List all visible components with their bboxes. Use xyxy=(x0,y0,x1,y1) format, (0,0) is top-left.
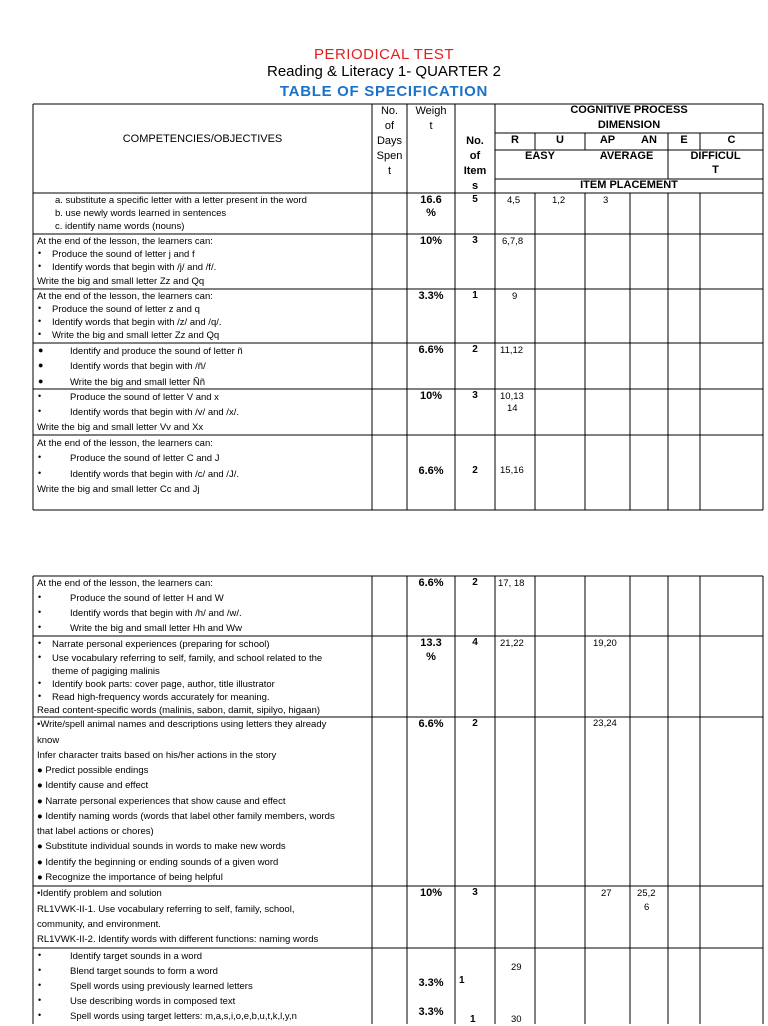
items-value: 3 xyxy=(472,887,478,898)
competency-line: Identify words that begin with /ñ/ xyxy=(70,361,206,372)
bullet-icon: • xyxy=(38,678,42,688)
competency-line: Write the big and small letter Hh and Ww xyxy=(70,623,242,634)
competency-line: RL1VWK-II-2. Identify words with different functions: naming words xyxy=(37,934,319,945)
average-header: AVERAGE xyxy=(599,150,654,162)
subject-title: Reading & Literacy 1- QUARTER 2 xyxy=(267,63,501,80)
competency-line: ● Predict possible endings xyxy=(37,765,149,776)
an-placement: 6 xyxy=(644,902,650,913)
bullet-icon: • xyxy=(38,592,42,602)
r-placement: 4,5 xyxy=(507,195,521,206)
bullet-icon: • xyxy=(38,950,42,960)
bullet-icon: • xyxy=(38,622,42,632)
bullet-icon: ● xyxy=(38,360,44,370)
items-value: 2 xyxy=(472,577,478,588)
competency-line: c. identify name words (nouns) xyxy=(55,221,185,232)
items-value: 2 xyxy=(472,465,478,476)
bullet-icon: ● xyxy=(38,345,44,355)
bullet-icon: • xyxy=(38,965,42,975)
e-header: E xyxy=(680,134,688,146)
bullet-icon: • xyxy=(38,452,42,462)
items-header-1: No. xyxy=(466,135,484,147)
items-header-4: s xyxy=(471,180,479,192)
competency-line: Write the big and small letter Zz and Qq xyxy=(37,276,205,287)
weight-value: 16.6 xyxy=(420,194,442,206)
bullet-icon: • xyxy=(38,995,42,1005)
r-placement: 29 xyxy=(511,962,522,973)
weight-value: 10% xyxy=(419,390,443,402)
competency-line: ● Identify naming words (words that label other family members, words xyxy=(37,811,335,822)
days-header-1: No. xyxy=(380,105,399,117)
bullet-icon: • xyxy=(38,329,42,339)
competency-line: Read high-frequency words accurately for meaning. xyxy=(52,692,270,703)
competency-line: that label actions or chores) xyxy=(37,826,154,837)
r-placement: 9 xyxy=(512,291,518,302)
items-value: 4 xyxy=(472,637,478,648)
competency-line: ● Substitute individual sounds in words to make new words xyxy=(37,841,286,852)
items-value: 3 xyxy=(472,390,478,401)
items-value: 1 xyxy=(472,290,478,301)
weight-value: 6.6% xyxy=(418,718,444,730)
cognitive-header-2: DIMENSION xyxy=(597,119,661,131)
competency-line: Write the big and small letter Vv and Xx xyxy=(37,422,204,433)
bullet-icon: • xyxy=(38,303,42,313)
bullet-icon: • xyxy=(38,1010,42,1020)
an-placement: 25,2 xyxy=(637,888,656,899)
r-placement: 30 xyxy=(511,1014,522,1025)
r-placement: 10,13 xyxy=(500,391,524,402)
r-placement: 21,22 xyxy=(500,638,524,649)
bullet-icon: • xyxy=(38,316,42,326)
weight-value: % xyxy=(426,651,436,663)
competency-line: •Identify problem and solution xyxy=(37,888,162,899)
weight-value: 3.3% xyxy=(418,977,444,989)
competency-line: At the end of the lesson, the learners can: xyxy=(37,438,213,449)
weight-value: 13.3 xyxy=(420,637,442,649)
weight-value: 6.6% xyxy=(418,577,444,589)
competency-line: Infer character traits based on his/her actions in the story xyxy=(37,750,277,761)
competency-line: Identify words that begin with /j/ and /f/. xyxy=(52,262,217,273)
r-placement: 14 xyxy=(507,403,518,414)
competency-line: a. substitute a specific letter with a letter present in the word xyxy=(55,195,307,206)
days-header-3: Days xyxy=(376,135,403,147)
r-placement: 17, 18 xyxy=(498,578,525,589)
bullet-icon: ● xyxy=(38,376,44,386)
items-value: 3 xyxy=(472,235,478,246)
weight-header-1: Weigh xyxy=(415,105,447,117)
competency-line: Produce the sound of letter V and x xyxy=(70,392,219,403)
competency-line: Identify words that begin with /c/ and /J/. xyxy=(70,469,239,480)
ap-placement: 27 xyxy=(601,888,612,899)
competency-line: Identify book parts: cover page, author, title illustrator xyxy=(52,679,275,690)
weight-value: % xyxy=(426,207,436,219)
bullet-icon: • xyxy=(38,652,42,662)
difficult-header-2: T xyxy=(712,164,719,176)
weight-value: 6.6% xyxy=(418,465,444,477)
competency-line: At the end of the lesson, the learners can: xyxy=(37,236,213,247)
items-value: 2 xyxy=(472,718,478,729)
bullet-icon: • xyxy=(38,607,42,617)
competency-line: Narrate personal experiences (preparing for school) xyxy=(52,639,270,650)
ap-placement: 23,24 xyxy=(593,718,617,729)
u-header: U xyxy=(556,134,564,146)
competency-line: RL1VWK-II-1. Use vocabulary referring to self, family, school, xyxy=(37,904,295,915)
competency-line: Write the big and small letter Cc and Jj xyxy=(37,484,200,495)
competency-line: Blend target sounds to form a word xyxy=(70,966,218,977)
competency-line: ● Recognize the importance of being helpful xyxy=(37,872,223,883)
easy-header: EASY xyxy=(525,150,555,162)
ap-placement: 3 xyxy=(603,195,609,206)
competency-line: ● Narrate personal experiences that show cause and effect xyxy=(37,796,286,807)
cognitive-header-1: COGNITIVE PROCESS xyxy=(570,104,688,116)
ap-placement: 19,20 xyxy=(593,638,617,649)
items-value: 2 xyxy=(472,344,478,355)
test-title: PERIODICAL TEST xyxy=(313,46,455,63)
days-header-4: Spen xyxy=(376,150,403,162)
competencies-header: COMPETENCIES/OBJECTIVES xyxy=(122,133,283,145)
bullet-icon: • xyxy=(38,980,42,990)
bullet-icon: • xyxy=(38,638,42,648)
competency-line: At the end of the lesson, the learners can: xyxy=(37,291,213,302)
competency-line: Identify words that begin with /v/ and /x/. xyxy=(70,407,239,418)
u-placement: 1,2 xyxy=(552,195,566,206)
ap-header: AP xyxy=(599,134,616,146)
item-placement-header: ITEM PLACEMENT xyxy=(580,179,678,191)
competency-line: Write the big and small letter Zz and Qq xyxy=(52,330,220,341)
competency-line: ● Identify the beginning or ending sounds of a given word xyxy=(37,857,279,868)
competency-line: Produce the sound of letter C and J xyxy=(70,453,220,464)
an-header: AN xyxy=(641,134,657,146)
table-title: TABLE OF SPECIFICATION xyxy=(279,83,489,100)
items-header-3: Item xyxy=(463,165,487,177)
competency-line: ● Identify cause and effect xyxy=(37,780,149,791)
competency-line: Use vocabulary referring to self, family, and school related to the xyxy=(52,653,323,664)
competency-line: Identify and produce the sound of letter ñ xyxy=(70,346,243,357)
competency-line: Produce the sound of letter j and f xyxy=(52,249,195,260)
competency-line: theme of pagiging malinis xyxy=(52,666,160,677)
r-header: R xyxy=(511,134,519,146)
competency-line: Identify target sounds in a word xyxy=(70,951,203,962)
bullet-icon: • xyxy=(38,691,42,701)
r-placement: 6,7,8 xyxy=(502,236,524,247)
c-header: C xyxy=(727,134,736,146)
items-value: 5 xyxy=(472,194,478,205)
competency-line: At the end of the lesson, the learners can: xyxy=(37,578,213,589)
days-header-5: t xyxy=(387,165,392,177)
r-placement: 11,12 xyxy=(500,345,524,356)
competency-line: Spell words using target letters: m,a,s,i,o,e,b,u,t,k,l,y,n xyxy=(70,1011,297,1022)
items-header-2: of xyxy=(469,150,481,162)
competency-line: b. use newly words learned in sentences xyxy=(55,208,227,219)
competency-line: community, and environment. xyxy=(37,919,161,930)
bullet-icon: • xyxy=(38,248,42,258)
competency-line: •Write/spell animal names and descriptions using letters they already xyxy=(37,719,327,730)
competency-line: Identify words that begin with /h/ and /w/. xyxy=(70,608,242,619)
weight-value: 6.6% xyxy=(418,344,444,356)
weight-value: 10% xyxy=(419,887,443,899)
competency-line: Produce the sound of letter H and W xyxy=(70,593,224,604)
days-header-2: of xyxy=(384,120,395,132)
weight-value: 10% xyxy=(419,235,443,247)
competency-line: Read content-specific words (malinis, sabon, damit, sipilyo, higaan) xyxy=(37,705,321,716)
competency-line: Identify words that begin with /z/ and /q/. xyxy=(52,317,222,328)
competency-line: know xyxy=(37,735,60,746)
competency-line: Produce the sound of letter z and q xyxy=(52,304,200,315)
r-placement: 15,16 xyxy=(500,465,524,476)
difficult-header-1: DIFFICUL xyxy=(690,150,741,162)
competency-line: Spell words using previously learned letters xyxy=(70,981,253,992)
weight-value: 3.3% xyxy=(418,290,444,302)
bullet-icon: • xyxy=(38,261,42,271)
bullet-icon: • xyxy=(38,391,42,401)
items-value: 1 xyxy=(470,1014,476,1025)
bullet-icon: • xyxy=(38,468,42,478)
competency-line: Use describing words in composed text xyxy=(70,996,236,1007)
weight-value: 3.3% xyxy=(418,1006,444,1018)
bullet-icon: • xyxy=(38,406,42,416)
competency-line: Write the big and small letter Ññ xyxy=(70,377,205,388)
items-value: 1 xyxy=(459,975,465,986)
weight-header-2: t xyxy=(429,120,433,132)
